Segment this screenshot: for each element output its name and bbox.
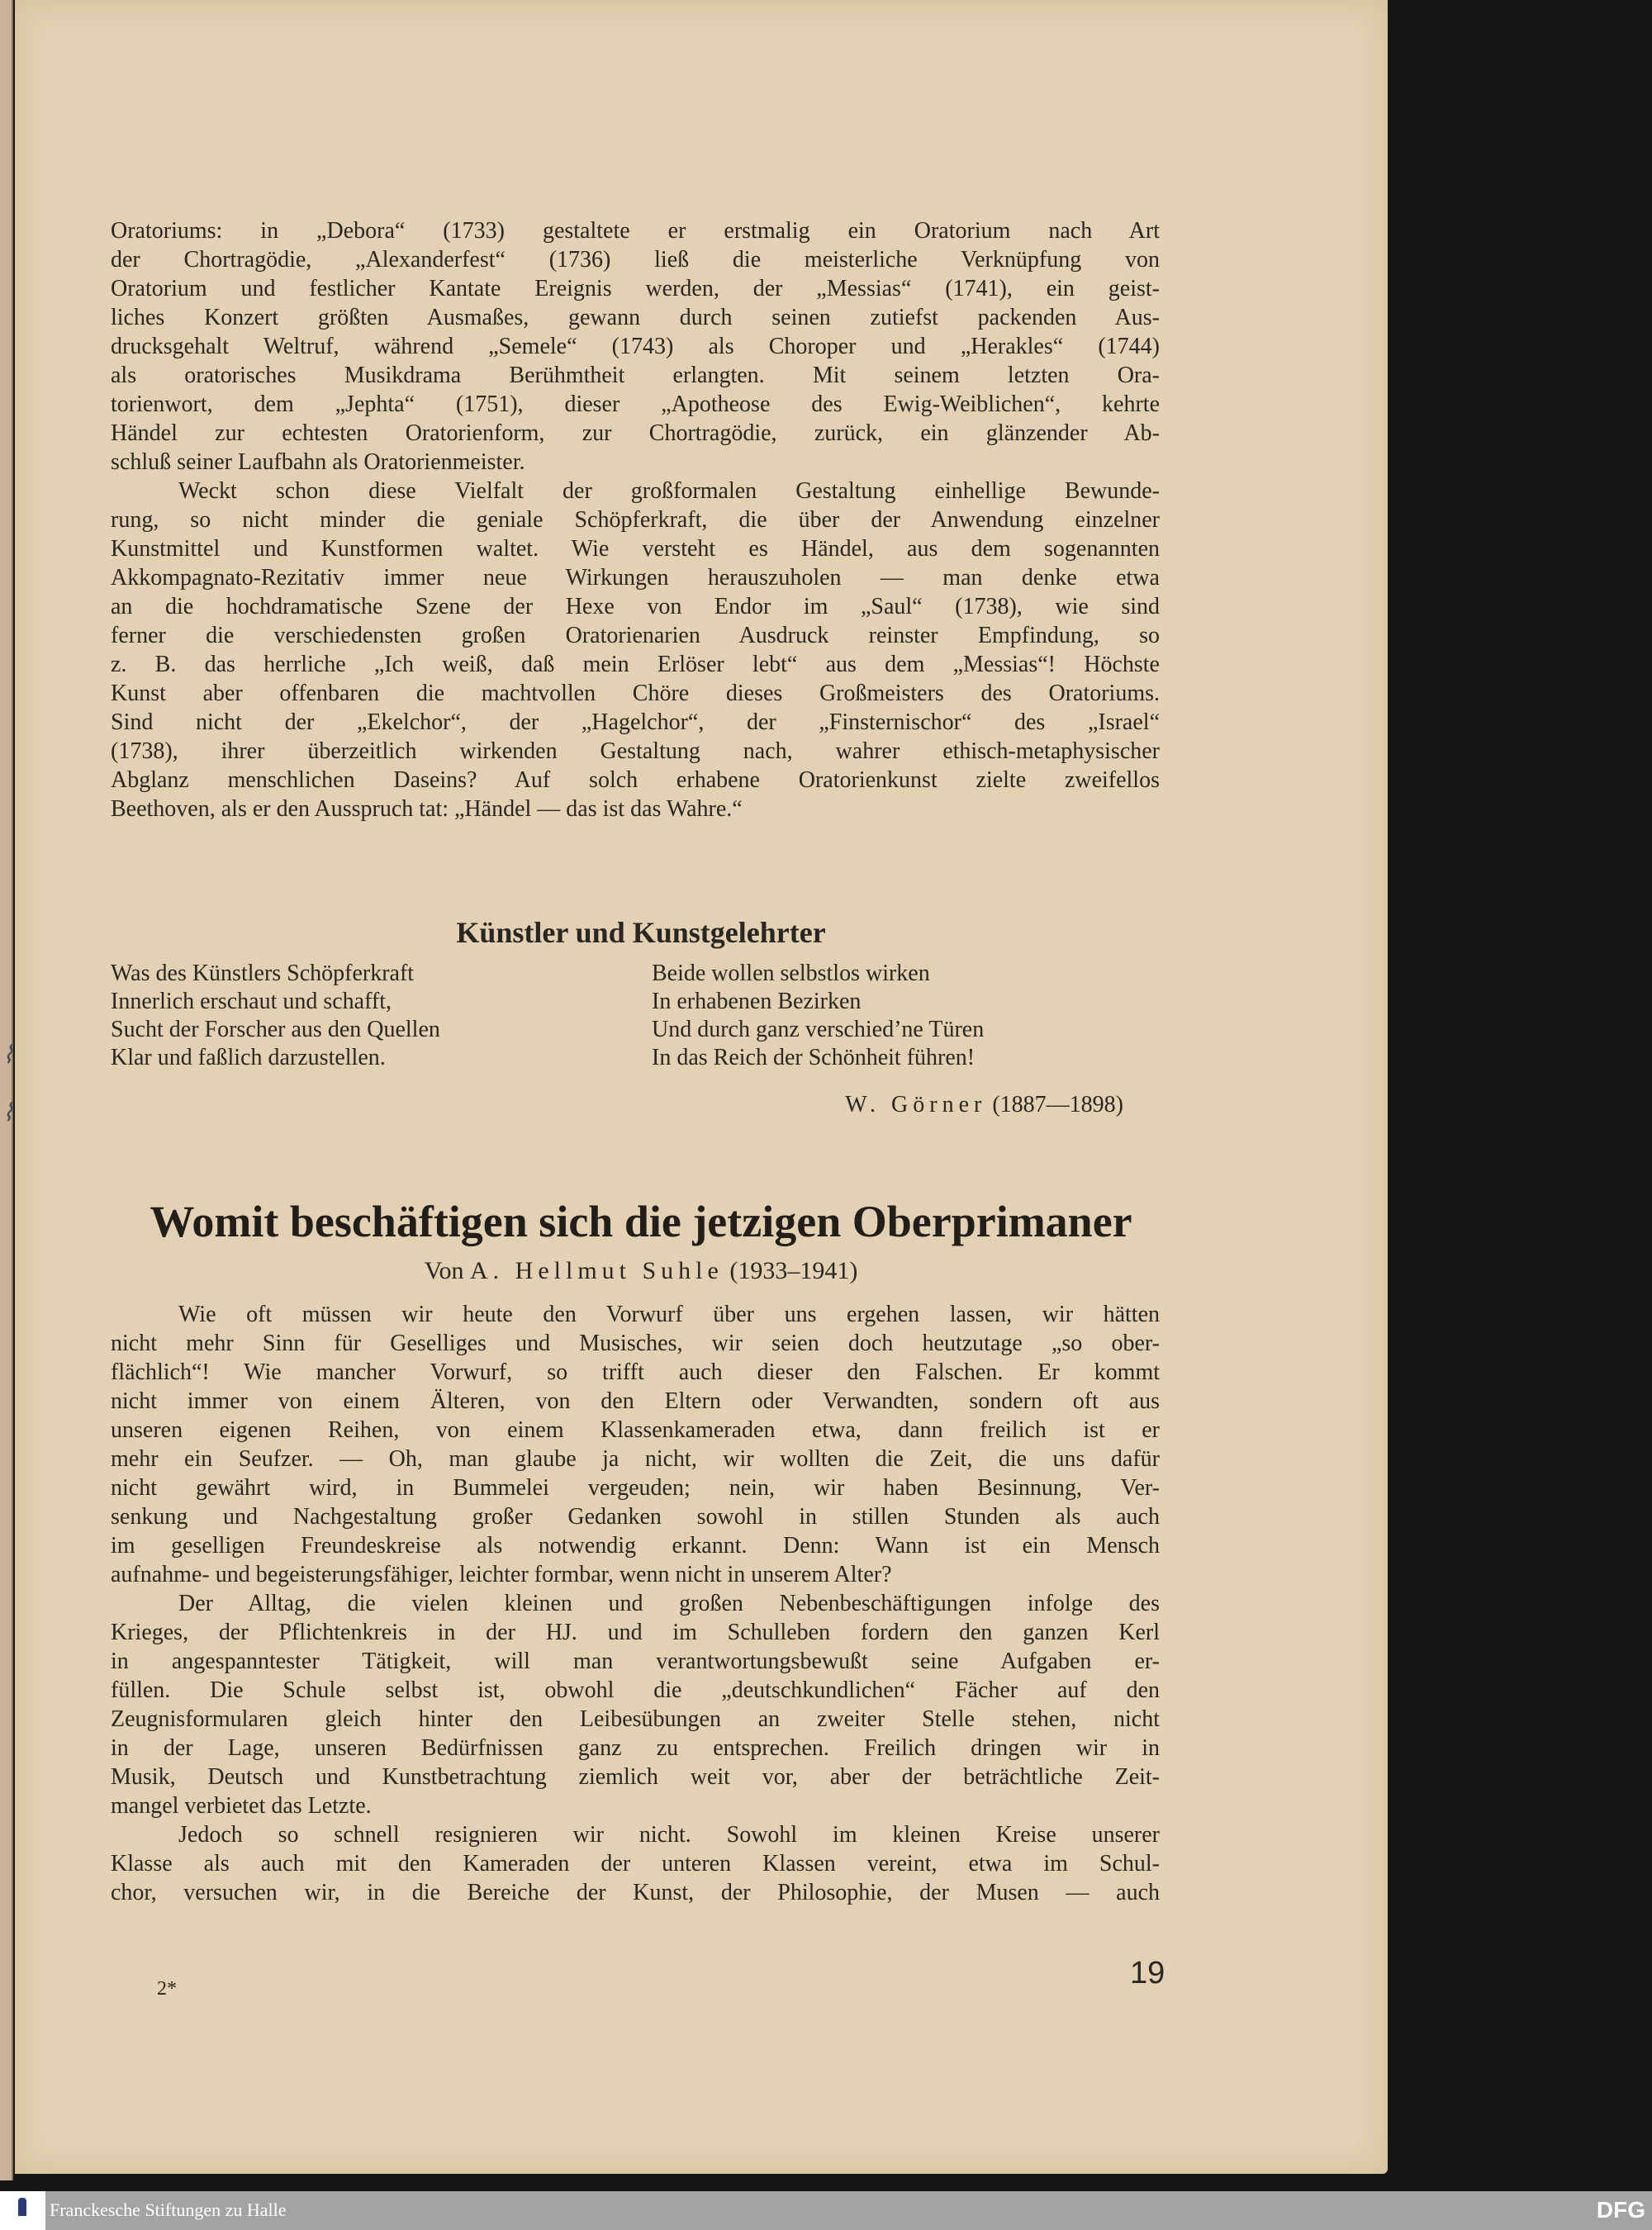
text-line: flächlich“! Wie mancher Vorwurf, so trifft auch dieser den Falschen. Er kommt [111, 1359, 1160, 1385]
text-line: füllen. Die Schule selbst ist, obwohl die „deutschkundlichen“ Fächer auf den [111, 1677, 1160, 1703]
text-line: Abglanz menschlichen Daseins? Auf solch erhabene Oratorienkunst zielte zweifellos [111, 767, 1160, 793]
text-line: z. B. das herrliche „Ich weiß, daß mein Erlöser lebt“ aus dem „Messias“! Höchste [111, 652, 1160, 677]
poem-line: Klar und faßlich darzustellen. [111, 1045, 386, 1070]
text-line: schluß seiner Laufbahn als Oratorienmeister. [111, 449, 525, 475]
text-line: Oratoriums: in „Debora“ (1733) gestaltete er erstmalig ein Oratorium nach Art [111, 218, 1160, 244]
text-line: Musik, Deutsch und Kunstbetrachtung ziemlich weit vor, aber der beträchtliche Zeit- [111, 1764, 1160, 1790]
text-line: der Chortragödie, „Alexanderfest“ (1736) ließ die meisterliche Verknüpfung von [111, 247, 1160, 273]
article-heading: Womit beschäftigen sich die jetzigen Oberprimaner [150, 1197, 1132, 1246]
text-line: mangel verbietet das Letzte. [111, 1793, 372, 1819]
text-line: in angespanntester Tätigkeit, will man verantwortungsbewußt seine Aufgaben er- [111, 1649, 1160, 1674]
text-line: Zeugnisformularen gleich hinter den Leibesübungen an zweiter Stelle stehen, nicht [111, 1706, 1160, 1732]
text-line: Klasse als auch mit den Kameraden der unteren Klassen vereint, etwa im Schul- [111, 1851, 1160, 1877]
text-line: nicht gewährt wird, in Bummelei vergeuden; nein, wir haben Besinnung, Ver- [111, 1475, 1160, 1501]
poem-line: Und durch ganz verschied’ne Türen [652, 1017, 985, 1042]
pencil-margin-mark: ⌇ [2, 1099, 14, 1127]
text-line: in der Lage, unseren Bedürfnissen ganz zu entsprechen. Freilich dringen wir in [111, 1735, 1160, 1761]
byline-years: (1933–1941) [729, 1257, 858, 1284]
text-line: Jedoch so schnell resignieren wir nicht. Sowohl im kleinen Kreise unserer [178, 1822, 1160, 1848]
adjacent-page-edge [0, 0, 13, 2180]
text-line: Kunstmittel und Kunstformen waltet. Wie versteht es Händel, aus dem sogenannten [111, 536, 1160, 562]
book-page [15, 0, 1388, 2174]
top-text-block [111, 216, 1160, 823]
dfg-logo: DFG [1596, 2197, 1645, 2223]
text-line: nicht immer von einem Älteren, von den Eltern oder Verwandten, sondern oft aus [111, 1388, 1160, 1414]
poem-line: In erhabenen Bezirken [652, 989, 862, 1014]
institution-logo-icon [0, 2191, 45, 2230]
text-line: (1738), ihrer überzeitlich wirkenden Gestaltung nach, wahrer ethisch-metaphysischer [111, 738, 1160, 764]
poem-author [845, 1092, 1123, 1118]
text-line: Akkompagnato-Rezitativ immer neue Wirkungen herauszuholen — man denke etwa [111, 565, 1160, 591]
poem-line: Was des Künstlers Schöpferkraft [111, 961, 415, 986]
text-line: chor, versuchen wir, in die Bereiche der Kunst, der Philosophie, der Musen — auch [111, 1880, 1160, 1905]
text-line: ferner die verschiedensten großen Oratorienarien Ausdruck reinster Empfindung, so [111, 623, 1160, 648]
text-line: Der Alltag, die vielen kleinen und großen Nebenbeschäftigungen infolge des [178, 1591, 1160, 1616]
text-line: drucksgehalt Weltruf, während „Semele“ (1743) als Choroper und „Herakles“ (1744) [111, 334, 1160, 359]
page-number: 19 [1130, 1956, 1165, 1990]
pencil-margin-mark: ⌇ [2, 1041, 14, 1069]
article-byline [30, 1257, 1252, 1285]
poem-author-name: W. Görner [845, 1092, 987, 1117]
text-line: Sind nicht der „Ekelchor“, der „Hagelchor“, der „Finsternischor“ des „Israel“ [111, 709, 1160, 735]
text-line: aufnahme- und begeisterungsfähiger, leichter formbar, wenn nicht in unserem Alter? [111, 1562, 892, 1587]
poem-line: In das Reich der Schönheit führen! [652, 1045, 976, 1070]
text-line: Oratorium und festlicher Kantate Ereignis werden, der „Messias“ (1741), ein geist- [111, 276, 1160, 301]
text-line: rung, so nicht minder die geniale Schöpferkraft, die über der Anwendung einzelner [111, 507, 1160, 533]
poem-line: Sucht der Forscher aus den Quellen [111, 1017, 440, 1042]
poem-line: Beide wollen selbstlos wirken [652, 961, 930, 986]
byline-author: A. Hellmut Suhle [470, 1257, 724, 1284]
text-line: torienwort, dem „Jephta“ (1751), dieser „Apotheose des Ewig-Weiblichen“, kehrte [111, 391, 1160, 417]
poem-right-stanza [652, 960, 984, 1072]
poem-left-stanza [111, 960, 440, 1072]
text-line: nicht mehr Sinn für Geselliges und Musisches, wir seien doch heutzutage „so ober- [111, 1331, 1160, 1356]
signature-mark: 2* [157, 1978, 177, 2000]
text-line: mehr ein Seufzer. — Oh, man glaube ja nicht, wir wollten die Zeit, die uns dafür [111, 1446, 1160, 1472]
byline-prefix: Von [424, 1257, 464, 1284]
institution-name[interactable]: Franckesche Stiftungen zu Halle [50, 2199, 287, 2220]
article-body [111, 1300, 1160, 1907]
text-line: Kunst aber offenbaren die machtvollen Chöre dieses Großmeisters des Oratoriums. [111, 681, 1160, 706]
text-line: Wie oft müssen wir heute den Vorwurf über uns ergehen lassen, wir hätten [178, 1302, 1160, 1327]
poem-title: Künstler und Kunstgelehrter [456, 916, 826, 949]
text-line: im geselligen Freundeskreise als notwendig erkannt. Denn: Wann ist ein Mensch [111, 1533, 1160, 1559]
text-line: Krieges, der Pflichtenkreis in der HJ. und im Schulleben fordern den ganzen Kerl [111, 1620, 1160, 1645]
text-line: Händel zur echtesten Oratorienform, zur Chortragödie, zurück, ein glänzender Ab- [111, 420, 1160, 446]
text-line: als oratorisches Musikdrama Berühmtheit erlangten. Mit seinem letzten Ora- [111, 363, 1160, 388]
text-line: Weckt schon diese Vielfalt der großformalen Gestaltung einhellige Bewunde- [178, 478, 1160, 504]
text-line: senkung und Nachgestaltung großer Gedanken sowohl in stillen Stunden als auch [111, 1504, 1160, 1530]
poem-line: Innerlich erschaut und schafft, [111, 989, 392, 1014]
text-line: an die hochdramatische Szene der Hexe von Endor im „Saul“ (1738), wie sind [111, 594, 1160, 619]
text-line: liches Konzert größten Ausmaßes, gewann durch seinen zutiefst packenden Aus- [111, 305, 1160, 330]
text-line: Beethoven, als er den Ausspruch tat: „Händel — das ist das Wahre.“ [111, 796, 743, 822]
footer-bar [0, 2191, 1652, 2230]
poem-author-years: (1887—1898) [992, 1092, 1123, 1117]
text-line: unseren eigenen Reihen, von einem Klassenkameraden etwa, dann freilich ist er [111, 1417, 1160, 1443]
